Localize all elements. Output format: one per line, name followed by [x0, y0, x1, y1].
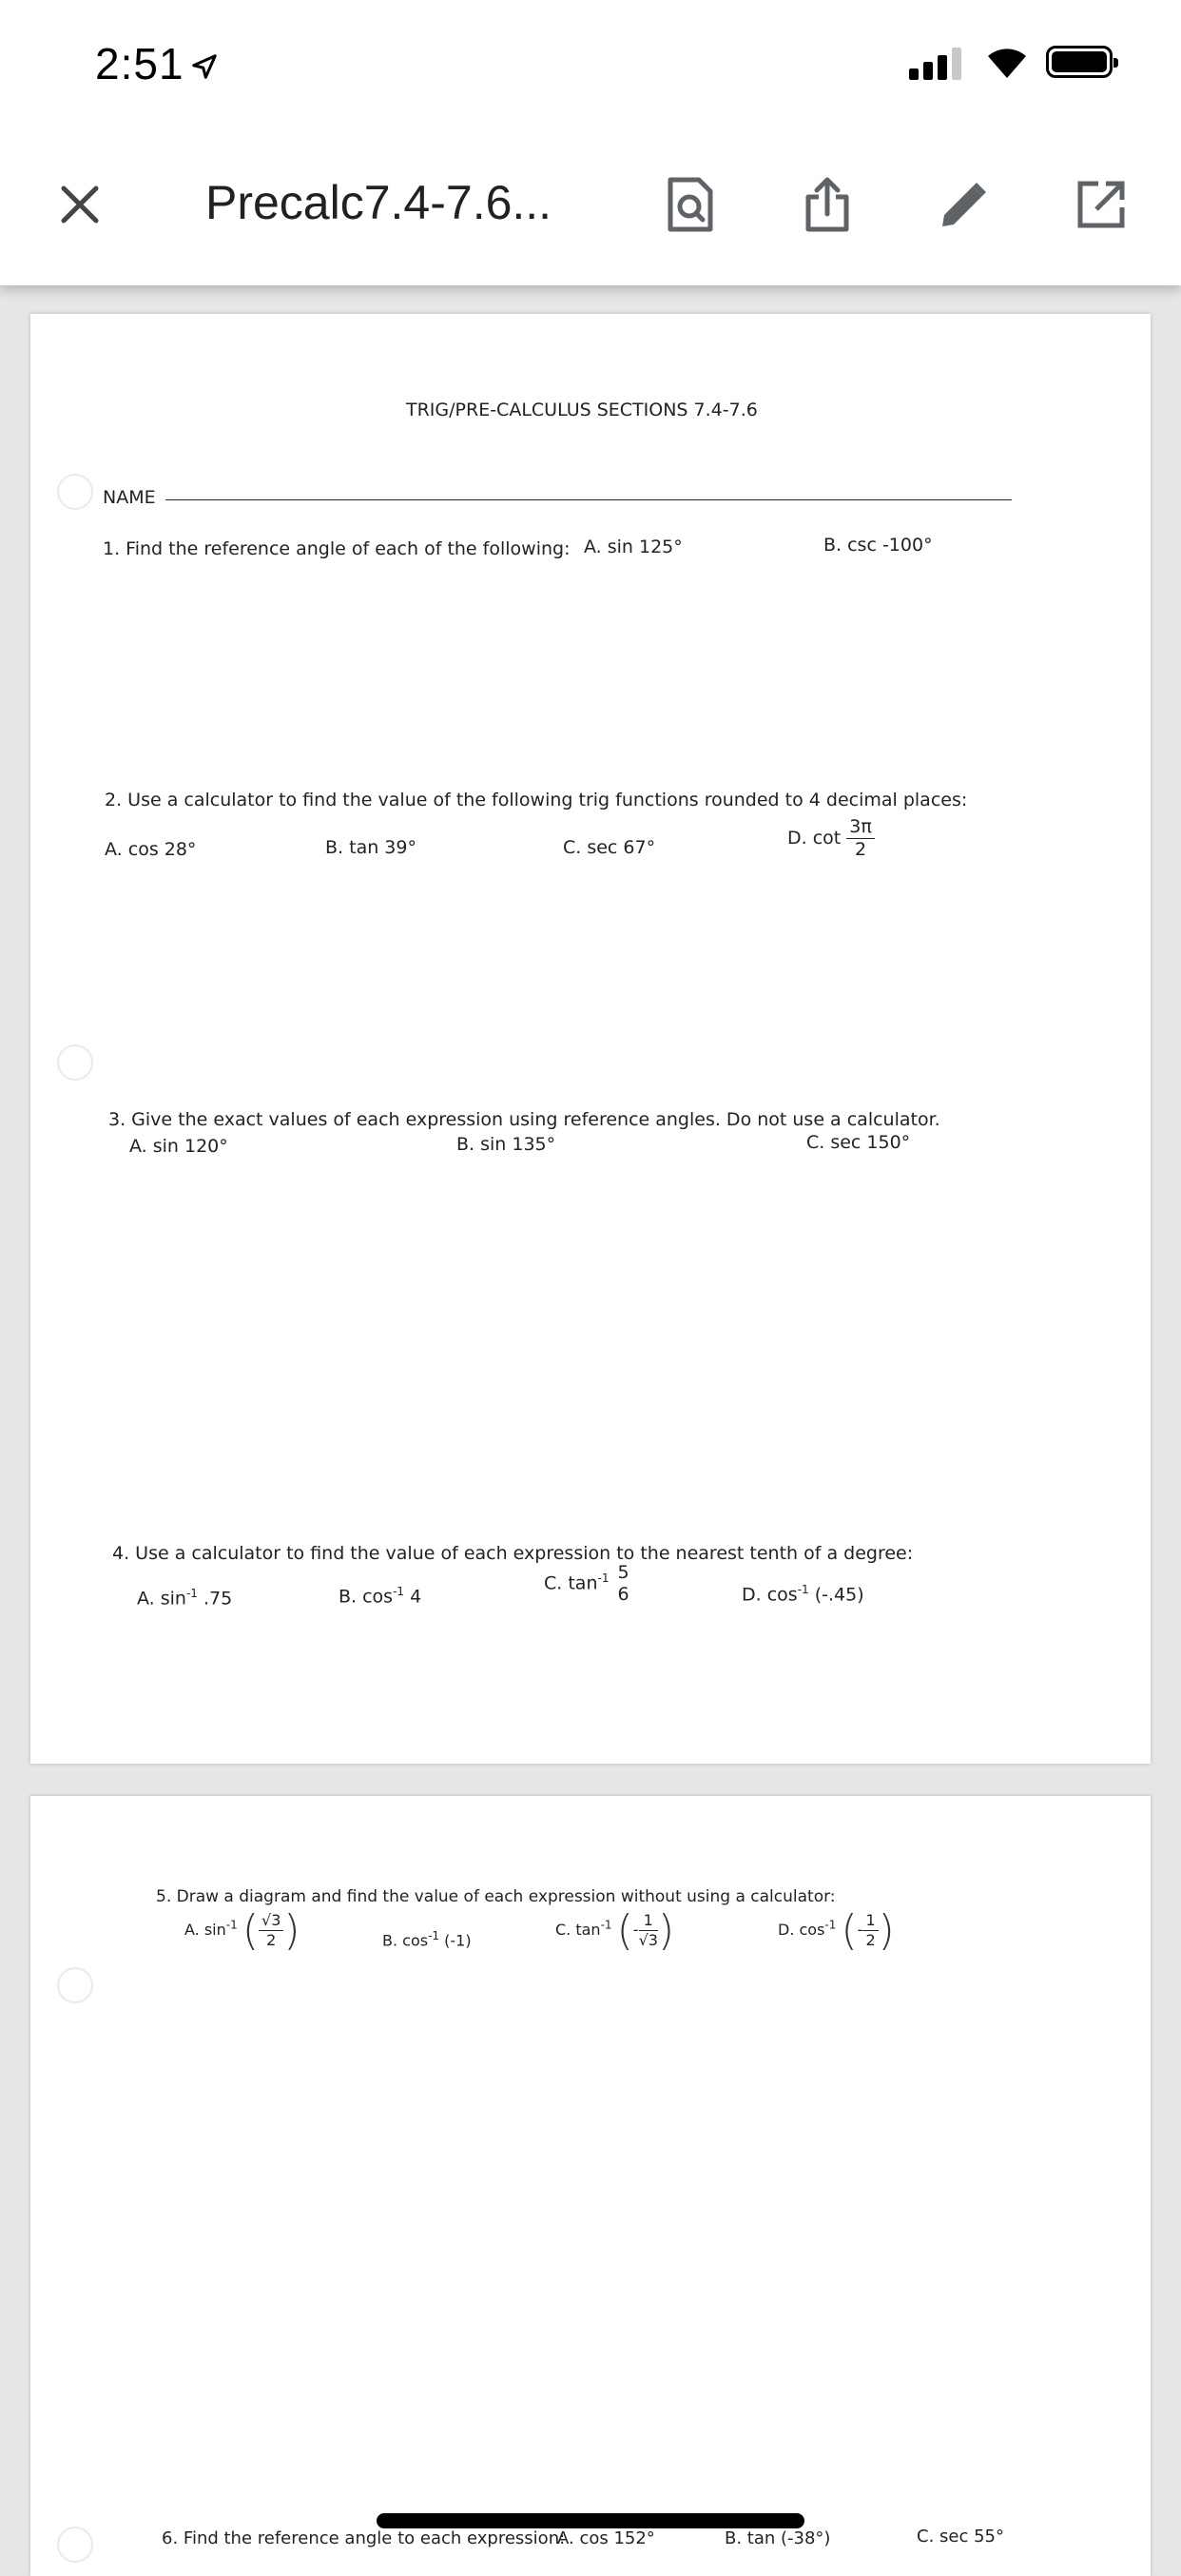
q1-part-a: A. sin 125° — [584, 537, 683, 557]
q4-b-inverse: -1 — [393, 1585, 405, 1598]
q5-d-sign: - — [857, 1921, 863, 1939]
q5-b-inverse: -1 — [428, 1929, 440, 1942]
q4-part-c — [544, 1564, 632, 1604]
q5-a-open-paren: ( — [242, 1906, 259, 1955]
q6-prompt: 6. Find the reference angle to each expression: — [162, 2528, 566, 2548]
q4-d-value: (-.45) — [814, 1584, 864, 1606]
binder-hole-decoration — [57, 2527, 93, 2563]
q4-c-fraction — [615, 1564, 632, 1604]
binder-hole-decoration — [57, 1044, 93, 1081]
q4-c-inverse: -1 — [597, 1571, 610, 1586]
q4-part-a — [137, 1587, 232, 1609]
q2-d-denominator: 2 — [855, 839, 867, 860]
q5-a-numerator: √3 — [259, 1913, 283, 1931]
q4-a-inverse: -1 — [185, 1587, 198, 1600]
q5-part-c — [555, 1906, 674, 1955]
q5-a-fraction — [259, 1913, 283, 1948]
cellular-signal-icon — [909, 48, 962, 80]
q4-c-numerator: 5 — [617, 1562, 629, 1583]
close-icon — [58, 183, 102, 226]
q4-d-function: D. cos — [742, 1584, 798, 1606]
q5-d-fraction — [862, 1913, 878, 1948]
worksheet-heading: TRIG/PRE-CALCULUS SECTIONS 7.4-7.6 — [406, 400, 758, 420]
q2-d-numerator: 3π — [846, 818, 875, 839]
q5-prompt: 5. Draw a diagram and find the value of each expression without using a calculator: — [156, 1887, 836, 1906]
status-time — [95, 38, 219, 89]
q3-part-c: C. sec 150° — [806, 1132, 911, 1153]
q6-part-b: B. tan (-38°) — [725, 2528, 831, 2548]
q2-d-fraction — [846, 818, 875, 859]
q5-c-numerator: 1 — [639, 1913, 658, 1931]
binder-hole-decoration — [57, 474, 93, 510]
q2-d-function: D. cot — [787, 828, 842, 849]
q1-prompt: 1. Find the reference angle of each of the following: — [103, 538, 571, 559]
location-arrow-icon — [190, 48, 219, 88]
preview-search-icon — [667, 176, 714, 233]
q5-d-function: D. cos — [778, 1921, 825, 1939]
share-icon — [803, 176, 851, 233]
q5-c-function: C. tan — [555, 1921, 601, 1939]
q6-part-c: C. sec 55° — [917, 2527, 1004, 2547]
open-external-icon — [1075, 179, 1127, 230]
q5-a-close-paren: ) — [283, 1906, 300, 1955]
edit-button[interactable] — [936, 176, 993, 233]
status-time-text: 2:51 — [95, 39, 184, 88]
q4-b-function: B. cos — [339, 1586, 394, 1608]
q2-part-d — [787, 818, 875, 859]
q5-part-a — [184, 1906, 300, 1955]
q5-b-value: (-1) — [444, 1931, 472, 1950]
document-title: Precalc7.4-7.6... — [205, 176, 552, 229]
document-page-1 — [30, 314, 1151, 1764]
q5-c-open-paren: ( — [616, 1906, 633, 1955]
q4-b-value: 4 — [410, 1586, 422, 1608]
q5-c-close-paren: ) — [657, 1906, 675, 1955]
q4-d-inverse: -1 — [797, 1583, 809, 1596]
q4-a-function: A. sin — [137, 1588, 186, 1610]
q3-prompt: 3. Give the exact values of each expression using reference angles. Do not use a calculator. — [108, 1109, 940, 1130]
wifi-icon — [986, 44, 1028, 80]
q6-part-a: A. cos 152° — [557, 2528, 655, 2548]
q5-c-denominator: √3 — [638, 1931, 658, 1949]
battery-icon — [1046, 46, 1113, 78]
q5-a-denominator: 2 — [266, 1931, 277, 1949]
q5-d-inverse: -1 — [824, 1918, 837, 1932]
close-button[interactable] — [51, 176, 108, 233]
q5-d-denominator: 2 — [865, 1931, 876, 1949]
q2-part-b: B. tan 39° — [325, 837, 416, 858]
q5-d-open-paren: ( — [841, 1906, 858, 1955]
q4-prompt: 4. Use a calculator to find the value of each expression to the nearest tenth of a degree: — [112, 1543, 914, 1564]
q3-part-a: A. sin 120° — [129, 1136, 228, 1157]
q5-part-d — [778, 1906, 895, 1955]
preview-button[interactable] — [662, 176, 719, 233]
top-bar — [0, 0, 1181, 285]
q5-b-function: B. cos — [382, 1931, 429, 1950]
q2-part-c: C. sec 67° — [563, 837, 656, 858]
document-page-2 — [30, 1796, 1151, 2576]
share-button[interactable] — [799, 176, 856, 233]
home-indicator[interactable] — [377, 2513, 804, 2528]
q5-c-sign: - — [632, 1921, 639, 1939]
q4-c-denominator: 6 — [617, 1584, 629, 1605]
q1-part-b: B. csc -100° — [823, 535, 933, 556]
q5-d-close-paren: ) — [878, 1906, 895, 1955]
q4-a-value: .75 — [203, 1588, 233, 1610]
open-external-button[interactable] — [1073, 176, 1130, 233]
q5-part-b — [382, 1929, 472, 1949]
q5-c-inverse: -1 — [600, 1918, 612, 1932]
q2-part-a: A. cos 28° — [105, 839, 197, 860]
q5-a-inverse: -1 — [225, 1918, 238, 1932]
name-blank-line — [165, 499, 1012, 500]
q4-part-d — [742, 1583, 864, 1605]
edit-icon — [939, 179, 990, 230]
q5-d-numerator: 1 — [862, 1913, 878, 1931]
q4-part-b — [339, 1585, 421, 1607]
binder-hole-decoration — [57, 1967, 93, 2003]
name-label: NAME — [103, 487, 156, 508]
q5-a-function: A. sin — [184, 1921, 226, 1939]
q5-c-fraction — [639, 1913, 658, 1948]
q4-c-function: C. tan — [544, 1572, 598, 1594]
q2-prompt: 2. Use a calculator to find the value of the following trig functions rounded to 4 decimal places: — [105, 790, 968, 810]
q3-part-b: B. sin 135° — [456, 1134, 556, 1155]
